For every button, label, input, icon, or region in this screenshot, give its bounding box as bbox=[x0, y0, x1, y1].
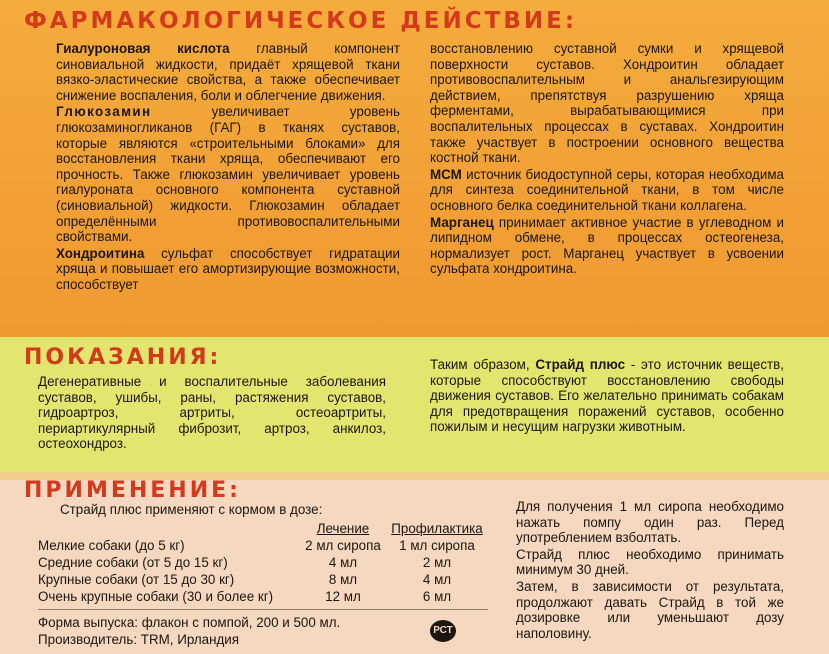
table-row bbox=[38, 571, 488, 588]
dose-intro: Страйд плюс применяют с кормом в дозе: bbox=[60, 502, 323, 517]
dose-row-label: Очень крупные собаки (30 и более кг) bbox=[38, 589, 274, 604]
msm-text: источник биодоступной серы, которая необходима для синтеза соединительной ткани, в том числе основного белка соединительной ткани коллагена. bbox=[430, 166, 784, 213]
summary-text: - это источник веществ, которые способствуют восстановлению свободы движения суставов. Его желательно принимать собакам для предотвращения поражений суставов, особенно пожилым и несущим нагрузки животным. bbox=[430, 357, 784, 435]
manganese-text: принимает активное участие в углеводном и липидном обмене, в процессах остеогенеза, нормализует рост. Марганец участвует в усвоении сульфата хондроитина. bbox=[430, 214, 784, 277]
msm-name: МСМ bbox=[430, 166, 462, 182]
manganese-paragraph bbox=[430, 215, 784, 277]
hyaluronic-paragraph bbox=[56, 41, 400, 103]
chondroitin-name: Хондроитина bbox=[56, 245, 145, 261]
msm-paragraph bbox=[430, 167, 784, 214]
dose-header-prevention: Профилактика bbox=[391, 521, 483, 536]
dose-row-prevention: 4 мл bbox=[422, 572, 452, 587]
pump-note: Для получения 1 мл сиропа необходимо нажать помпу один раз. Перед употреблением взболтать. bbox=[516, 499, 784, 546]
hyaluronic-text: главный компонент синовиальной жидкости, придаёт хрящевой ткани вязко-эластические свойства, а также обеспечивает снижение воспаления, боли и облегчение движения. bbox=[56, 41, 401, 103]
product-name: Страйд плюс bbox=[535, 357, 626, 372]
hyaluronic-name: Гиалуроновая кислота bbox=[56, 41, 230, 56]
dose-row-treatment: 4 мл bbox=[328, 555, 358, 570]
glucosamine-text: увеличивает уровень глюкозаминогликанов (ГАГ) в тканях суставов, которые являются «строительными блоками» для восстановления ткани хряща, обеспечивают его прочность. Также глюкозамин увеличивает уровень гиалуроната основного компонента суставной (синовиальной) жидкости. Глюкозамин обладает определёнными противовоспалительными свойствами. bbox=[56, 104, 400, 245]
dose-table bbox=[38, 520, 488, 605]
dose-row-prevention: 6 мл bbox=[422, 589, 452, 604]
dosage-note: Затем, в зависимости от результата, продолжают давать Страйд в той же дозировке или уменьшают дозу наполовину. bbox=[516, 578, 784, 641]
glucosamine-paragraph bbox=[56, 104, 400, 244]
glucosamine-name: Глюкозамин bbox=[56, 104, 152, 120]
dose-row-treatment: 8 мл bbox=[328, 572, 358, 587]
divider-line bbox=[38, 609, 488, 610]
chondroitin-text: сульфат способствует гидратации хряща и повышает его амортизирующие возможности, способствует bbox=[56, 245, 400, 292]
dose-row-label: Мелкие собаки (до 5 кг) bbox=[38, 538, 185, 553]
usage-heading: ПРИМЕНЕНИЕ: bbox=[24, 478, 241, 503]
table-row bbox=[38, 537, 488, 554]
release-info bbox=[38, 614, 340, 648]
pharmacology-left-column bbox=[56, 41, 400, 294]
indications-heading: ПОКАЗАНИЯ: bbox=[24, 345, 222, 370]
minimum-note: Страйд плюс необходимо принимать минимум 30 дней. bbox=[516, 546, 784, 578]
table-row bbox=[38, 554, 488, 571]
summary-paragraph bbox=[430, 357, 784, 435]
certification-mark-icon: РСТ bbox=[430, 620, 456, 642]
manufacturer: Производитель: TRM, Ирландия bbox=[38, 632, 240, 647]
table-row bbox=[38, 588, 488, 605]
dose-row-treatment: 12 мл bbox=[325, 589, 361, 604]
chondroitin-continued: восстановлению суставной сумки и хрящевой поверхности суставов. Хондроитин обладает противовоспалительным и анальгезирующим действием, препятствуя разрушению хряща ферментами, вырабатывающимися при воспалительных процессах в суставах. Хондроитин также участвует в построении основного вещества костной ткани. bbox=[430, 41, 784, 166]
dose-header-treatment: Лечение bbox=[316, 521, 370, 536]
dose-row-label: Крупные собаки (от 15 до 30 кг) bbox=[38, 572, 235, 587]
indications-column bbox=[38, 374, 386, 453]
usage-notes-column bbox=[516, 499, 784, 642]
manganese-name: Марганец bbox=[430, 214, 494, 230]
indications-text: Дегенеративные и воспалительные заболевания суставов, ушибы, раны, растяжения суставов, гидроартроз, артриты, остеоартриты, периартикулярный фиброзит, артроз, анкилоз, остеохондроз. bbox=[38, 374, 386, 452]
dose-row-prevention: 1 мл сиропа bbox=[399, 538, 475, 553]
pharmacology-heading: ФАРМАКОЛОГИЧЕСКОЕ ДЕЙСТВИЕ: bbox=[24, 8, 578, 34]
pharmacology-right-column bbox=[430, 41, 784, 278]
dose-header-blank bbox=[38, 520, 300, 537]
summary-prefix: Таким образом, bbox=[430, 357, 536, 372]
indications-summary bbox=[430, 357, 784, 436]
chondroitin-paragraph bbox=[56, 246, 400, 293]
release-form: Форма выпуска: флакон с помпой, 200 и 500 мл. bbox=[38, 615, 341, 630]
dose-table-header bbox=[38, 520, 488, 537]
dose-row-prevention: 2 мл bbox=[422, 555, 452, 570]
dose-row-label: Средние собаки (от 5 до 15 кг) bbox=[38, 555, 228, 570]
dose-row-treatment: 2 мл сиропа bbox=[305, 538, 381, 553]
